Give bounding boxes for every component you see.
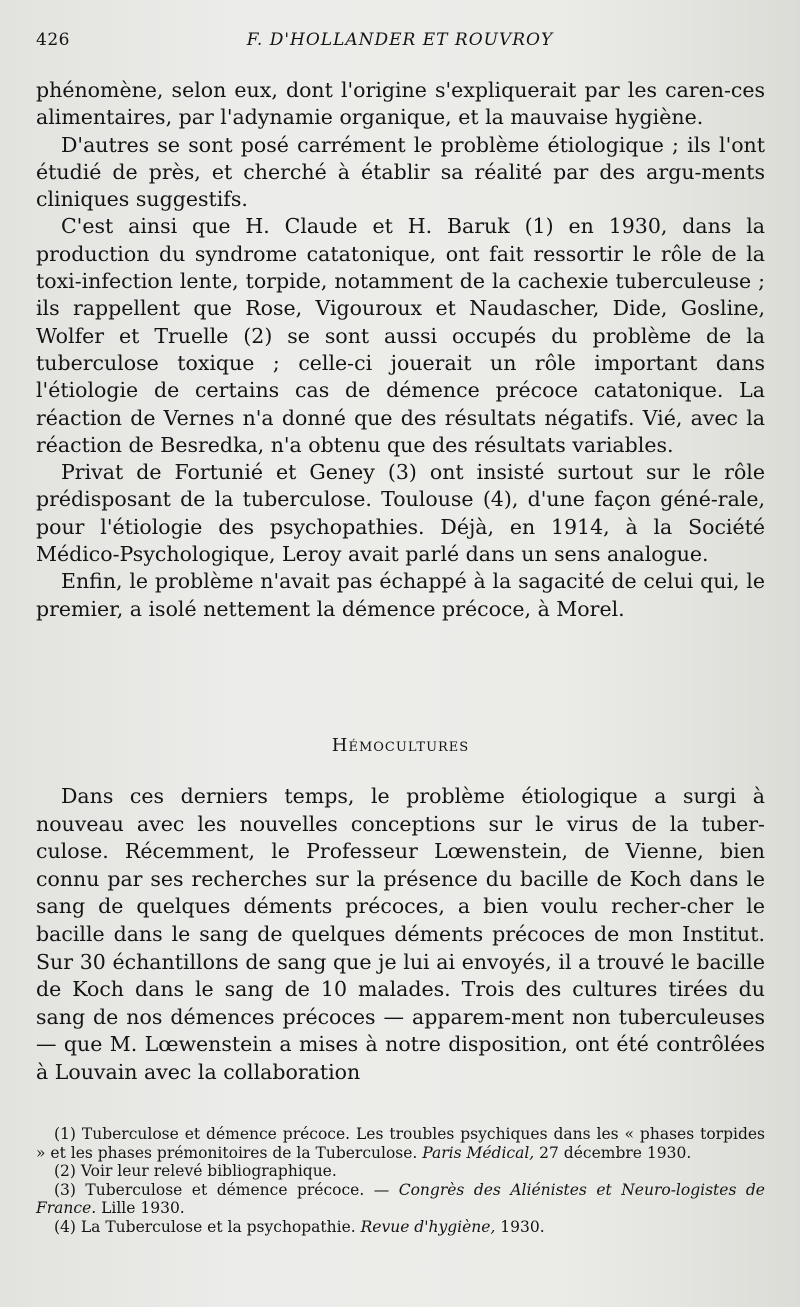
section-text — [36, 783, 765, 1087]
section-paragraph: Dans ces derniers temps, le problème étiologique a surgi à nouveau avec les nouvelles conceptions sur le virus de la tuber-culose. Récemment, le Professeur Lœwenstein, de Vienne, bien connu par ses recherches sur la présence du bacille de Koch dans le sang de quelques déments précoces, a bien voulu recher-cher le bacille dans le sang de quelques déments précoces de mon Institut. Sur 30 échantillons de sang que je lui ai envoyés, il a trouvé le bacille de Koch dans le sang de 10 malades. Trois des cultures tirées du sang de nos démences précoces — apparem-ment non tuberculeuses — que M. Lœwenstein a mises à notre disposition, ont été contrôlées à Louvain avec la collaboration — [36, 784, 765, 1084]
footnote-4-text: (4) La Tuberculose et la psychopathie. — [54, 1217, 361, 1236]
section-heading: Hémocultures — [331, 735, 470, 756]
footnote-4-after: 1930. — [495, 1217, 545, 1236]
footnote-4-source: Revue d'hygiène, — [360, 1217, 496, 1236]
paragraph-1: phénomène, selon eux, dont l'origine s'expliquerait par les caren-ces alimentaires, par l'adynamie organique, et la mauvaise hygiène. — [36, 78, 765, 130]
main-text — [36, 77, 765, 623]
page-number: 426 — [36, 30, 70, 50]
footnote-1-text: (1) Tuberculose et démence précoce. Les troubles psychiques dans les « phases torpides » et les phases prémonitoires de la Tuberculose. — [36, 1125, 765, 1162]
paragraph-5: Enfin, le problème n'avait pas échappé à la sagacité de celui qui, le premier, a isolé nettement la démence précoce, à Morel. — [36, 569, 765, 621]
footnotes — [36, 1125, 765, 1237]
footnote-4 — [36, 1218, 765, 1237]
footnote-2-text: (2) Voir leur relevé bibliographique. — [54, 1162, 337, 1181]
footnote-1 — [36, 1125, 765, 1162]
footnote-1-source: Paris Médical, — [422, 1143, 535, 1162]
footnote-3 — [36, 1181, 765, 1218]
footnote-2 — [36, 1162, 765, 1181]
paragraph-2: D'autres se sont posé carrément le problème étiologique ; ils l'ont étudié de près, et cherché à établir sa réalité par des argu-ments cliniques suggestifs. — [36, 132, 765, 212]
page-header — [36, 30, 764, 54]
footnote-3-text: (3) Tuberculose et démence précoce. — — [54, 1180, 399, 1199]
footnote-3-source: Congrès des Aliénistes et Neuro-logistes de France. — [36, 1180, 765, 1218]
running-title: F. D'HOLLANDER ET ROUVROY — [246, 30, 554, 50]
footnote-1-after: 27 décembre 1930. — [534, 1143, 692, 1162]
paragraph-4: Privat de Fortunié et Geney (3) ont insisté surtout sur le rôle prédisposant de la tuberculose. Toulouse (4), d'une façon géné-rale, pour l'étiologie des psychopathies. Déjà, en 1914, à la Société Médico-Psychologique, Leroy avait parlé dans un sens analogue. — [36, 460, 765, 567]
paragraph-3: C'est ainsi que H. Claude et H. Baruk (1) en 1930, dans la production du syndrome catatonique, ont fait ressortir le rôle de la toxi-infection lente, torpide, notamment de la cachexie tuberculeuse ; ils rappellent que Rose, Vigouroux et Naudascher, Dide, Gosline, Wolfer et Truelle (2) se sont aussi occupés du problème de la tuberculose toxique ; celle-ci jouerait un rôle important dans l'étiologie de certains cas de démence précoce catatonique. La réaction de Vernes n'a donné que des résultats négatifs. Vié, avec la réaction de Besredka, n'a obtenu que des résultats variables. — [36, 214, 765, 457]
footnote-3-after: Lille 1930. — [96, 1199, 185, 1218]
